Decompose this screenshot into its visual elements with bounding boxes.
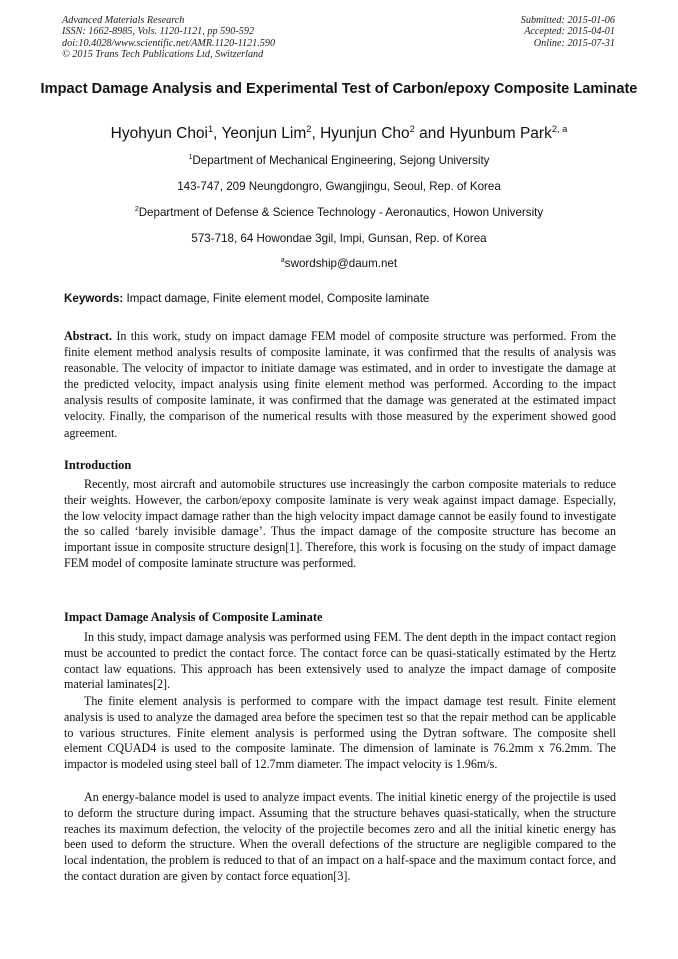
affiliation-1 (40, 154, 638, 168)
paragraph-analysis-2: The finite element analysis is performed to compare with the impact damage test result. Finite element analysis is used to analyze the damaged area before the specimen test so that the repair method can be applicable to various structures. Finite element analysis is performed using the Dytran software. The composite shell element CQUAD4 is used to the composite laminate. The dimension of laminate is 76.2mm x 76.2mm. The impactor is modeled using steel ball of 12.7mm diameter. The impact velocity is 1.96m/s. (64, 694, 616, 772)
author-affiliation-mark: 1 (208, 123, 214, 134)
affiliation-name: Department of Defense & Science Technology - Aeronautics, Howon University (138, 206, 544, 219)
author-name: Hyohyun Choi (110, 125, 208, 142)
section-heading-analysis: Impact Damage Analysis of Composite Laminate (64, 610, 323, 624)
email-mark: a (280, 257, 285, 265)
abstract (64, 328, 616, 441)
author-affiliation-mark: 2, a (551, 123, 568, 134)
keywords-text: Impact damage, Finite element model, Composite laminate (123, 292, 430, 305)
affiliation-2-address: 573-718, 64 Howondae 3gil, Impi, Gunsan, Rep. of Korea (191, 232, 487, 245)
journal-name: Advanced Materials Research (62, 15, 185, 26)
abstract-text: In this work, study on impact damage FEM model of composite structure was performed. From the finite element method analysis results of composite laminate, it was confirmed that the results of analysis was reasonable. The velocity of impactor to initiate damage was estimated, and in order to investigate the damage at the predicted velocity, impact analysis using finite element method was performed. According to the impact analysis results of composite laminate, it was confirmed that the damage was generated at the estimated impact velocity. Finally, the comparison of the numerical results with those measured by the experiment showed good agreement. (64, 329, 616, 440)
paragraph-analysis-3: An energy-balance model is used to analyze impact events. The initial kinetic energy of the projectile is used to deform the structure during impact. Assuming that the structure behaves quasi-statically, when the structure reaches its maximum defection, the velocity of the projectile becomes zero and all the initial kinetic energy has been used to deform the structure. When the overall defections of the structure are negligible compared to the local indentation, the problem is reduced to that of an impact on a half-space and the maximum contact force, and the contact duration are given by contact force equation[3]. (64, 790, 616, 883)
author-separator: and (414, 125, 450, 142)
online-date: Online: 2015-07-31 (533, 37, 615, 49)
author-name: Yeonjun Lim (221, 125, 307, 142)
paper-title: Impact Damage Analysis and Experimental Test of Carbon/epoxy Composite Laminate (40, 81, 638, 97)
affiliation-2 (40, 206, 638, 220)
journal-issn: ISSN: 1662-8985, Vols. 1120-1121, pp 590-592 (62, 26, 255, 38)
journal-doi: doi:10.4028/www.scientific.net/AMR.1120-1121.590 (62, 37, 276, 49)
author-name: Hyunbum Park (449, 125, 552, 142)
paragraph-analysis-1: In this study, impact damage analysis was performed using FEM. The dent depth in the impact contact region must be accounted to predict the contact force. The contact force can be quasi-statically estimated by the Hertz contact law equations. This approach has been extensively used to analyze the impact damage of composite material laminates[2]. (64, 630, 616, 692)
author-separator: , (311, 125, 321, 142)
author-affiliation-mark: 2 (409, 123, 415, 134)
publication-dates (521, 15, 615, 49)
affiliation-name: Department of Mechanical Engineering, Sejong University (192, 154, 490, 167)
accepted-date: Accepted: 2015-04-01 (524, 26, 615, 38)
journal-info (62, 15, 275, 61)
affiliation-1-address: 143-747, 209 Neungdongro, Gwangjingu, Seoul, Rep. of Korea (177, 180, 501, 193)
affiliation-mark: 1 (188, 154, 193, 162)
author-list (30, 124, 648, 144)
author-affiliation-mark: 2 (306, 123, 312, 134)
paragraph-introduction-1: Recently, most aircraft and automobile structures use increasingly the carbon composite materials to reduce their weights. However, the carbon/epoxy composite laminate is very weak against impact damage. Especially, the low velocity impact damage rather than the high velocity impact damage cannot be easily found to investigate the so called ‘barely invisible damage’. Thus the impact damage of the composite structure has become an important issue in composite structure design[1]. Therefore, this work is focusing on the study of impact damage FEM model of composite laminate structure was performed. (64, 477, 616, 570)
corresponding-email (40, 257, 638, 271)
email-address: swordship@daum.net (284, 257, 398, 270)
journal-copyright: © 2015 Trans Tech Publications Ltd, Switzerland (62, 49, 264, 61)
abstract-label: Abstract. (64, 329, 113, 343)
author-name: Hyunjun Cho (320, 125, 410, 142)
submitted-date: Submitted: 2015-01-06 (520, 15, 615, 26)
section-heading-introduction: Introduction (64, 458, 132, 472)
affiliation-mark: 2 (134, 206, 139, 214)
author-separator: , (213, 125, 222, 142)
keywords-label: Keywords: (64, 292, 124, 305)
keywords (64, 292, 616, 306)
